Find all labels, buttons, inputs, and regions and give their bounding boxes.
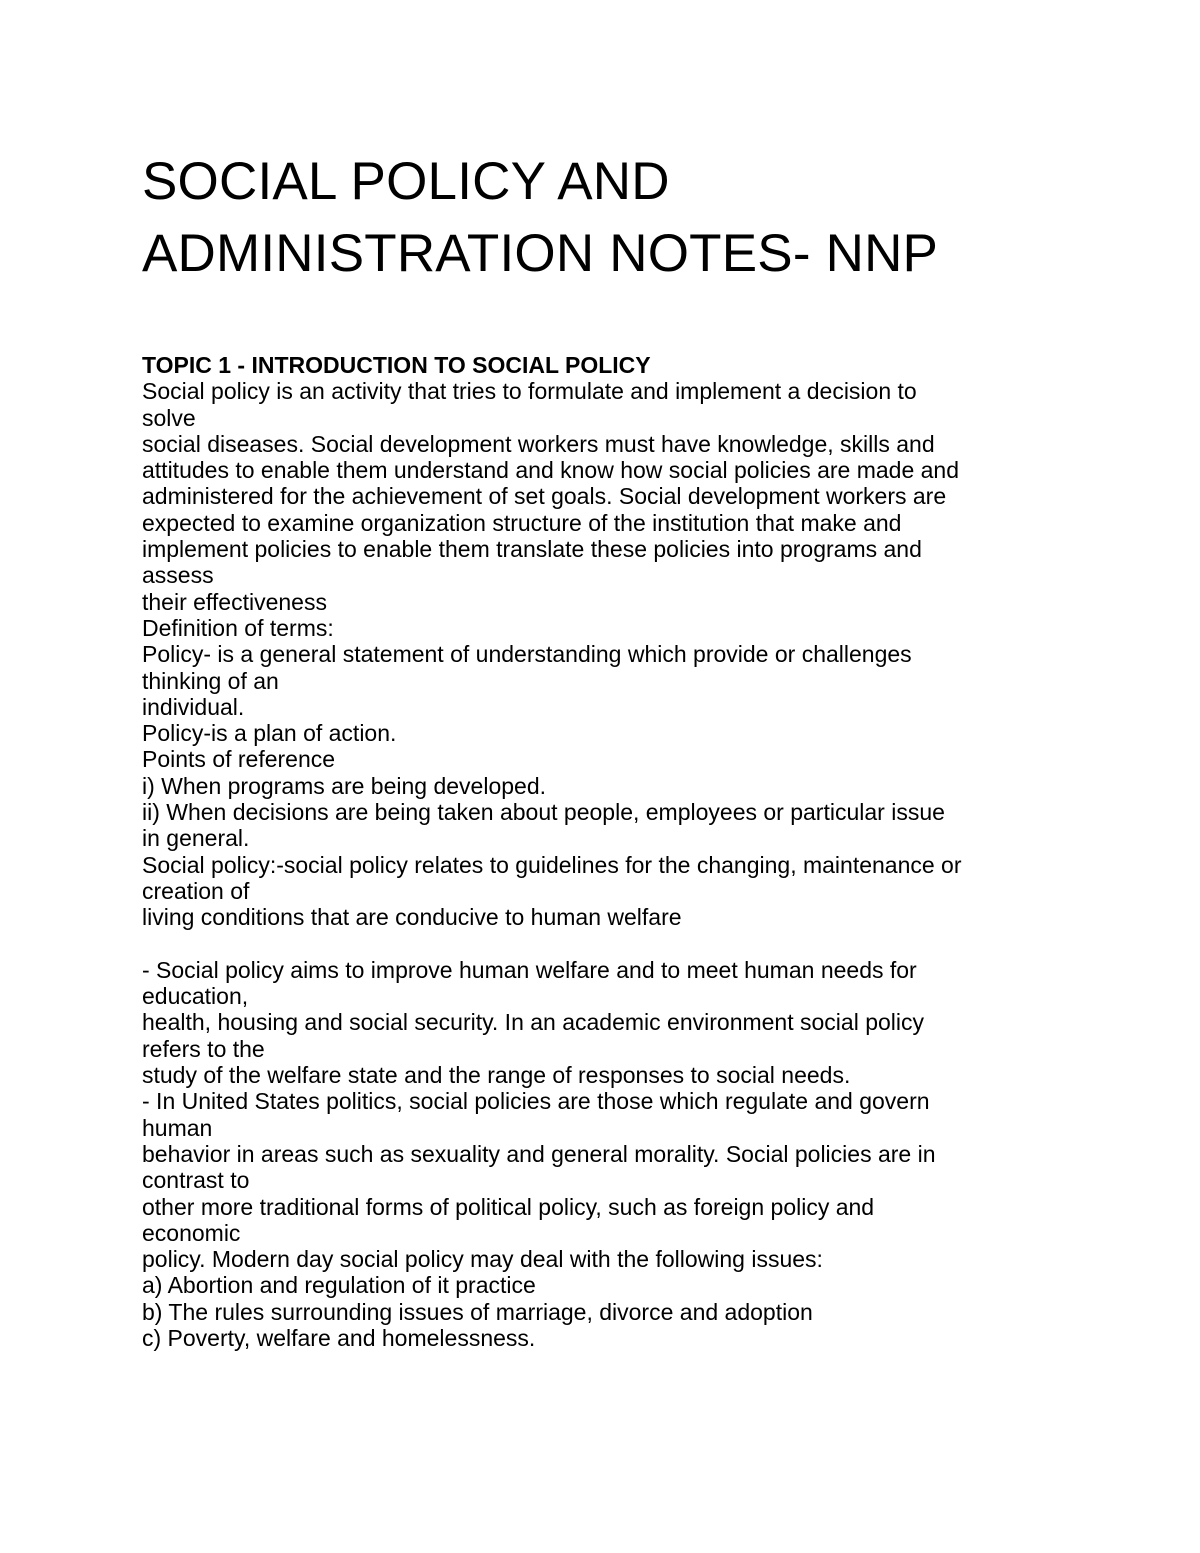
text-line: Policy- is a general statement of understanding which provide or challenges bbox=[142, 641, 912, 668]
text-line: thinking of an bbox=[142, 667, 279, 694]
text-line: implement policies to enable them translate these policies into programs and bbox=[142, 536, 922, 563]
text-line: other more traditional forms of political policy, such as foreign policy and bbox=[142, 1193, 875, 1220]
text-line: refers to the bbox=[142, 1035, 265, 1062]
document-body bbox=[142, 352, 1102, 1351]
text-line: individual. bbox=[142, 693, 245, 720]
text-line: i) When programs are being developed. bbox=[142, 772, 547, 799]
text-line: in general. bbox=[142, 825, 250, 852]
text-line: Social policy:-social policy relates to guidelines for the changing, maintenance or bbox=[142, 851, 962, 878]
list-item: c) Poverty, welfare and homelessness. bbox=[142, 1324, 536, 1351]
text-line: Definition of terms: bbox=[142, 614, 334, 641]
text-line: behavior in areas such as sexuality and general morality. Social policies are in bbox=[142, 1140, 936, 1167]
text-line: Social policy is an activity that tries to formulate and implement a decision to bbox=[142, 378, 917, 405]
text-line: policy. Modern day social policy may deal with the following issues: bbox=[142, 1246, 823, 1273]
text-line: ii) When decisions are being taken about people, employees or particular issue bbox=[142, 799, 945, 826]
document-title bbox=[142, 146, 1102, 290]
text-line: social diseases. Social development workers must have knowledge, skills and bbox=[142, 430, 935, 457]
text-line: health, housing and social security. In an academic environment social policy bbox=[142, 1009, 924, 1036]
text-line: their effectiveness bbox=[142, 588, 327, 615]
list-item: b) The rules surrounding issues of marriage, divorce and adoption bbox=[142, 1298, 813, 1325]
text-line: assess bbox=[142, 562, 214, 589]
text-line: - In United States politics, social policies are those which regulate and govern bbox=[142, 1088, 930, 1115]
title-line: SOCIAL POLICY AND bbox=[142, 152, 670, 211]
text-line: study of the welfare state and the range of responses to social needs. bbox=[142, 1062, 851, 1089]
text-line: economic bbox=[142, 1219, 241, 1246]
text-line: attitudes to enable them understand and know how social policies are made and bbox=[142, 457, 960, 484]
list-item: a) Abortion and regulation of it practice bbox=[142, 1272, 536, 1299]
text-line: living conditions that are conducive to human welfare bbox=[142, 904, 682, 931]
text-line: administered for the achievement of set goals. Social development workers are bbox=[142, 483, 947, 510]
paragraph-spacer bbox=[142, 931, 1102, 957]
paragraph-intro bbox=[142, 378, 1102, 930]
text-line: human bbox=[142, 1114, 213, 1141]
topic-heading: TOPIC 1 - INTRODUCTION TO SOCIAL POLICY bbox=[142, 352, 651, 378]
title-line: ADMINISTRATION NOTES- NNP bbox=[142, 224, 939, 283]
text-line: expected to examine organization structure of the institution that make and bbox=[142, 509, 902, 536]
text-line: Policy-is a plan of action. bbox=[142, 720, 397, 747]
text-line: solve bbox=[142, 404, 196, 431]
text-line: - Social policy aims to improve human welfare and to meet human needs for bbox=[142, 956, 917, 983]
text-line: education, bbox=[142, 983, 249, 1010]
text-line: creation of bbox=[142, 877, 250, 904]
text-line: contrast to bbox=[142, 1167, 250, 1194]
text-line: Points of reference bbox=[142, 746, 336, 773]
paragraph-scope bbox=[142, 957, 1102, 1351]
